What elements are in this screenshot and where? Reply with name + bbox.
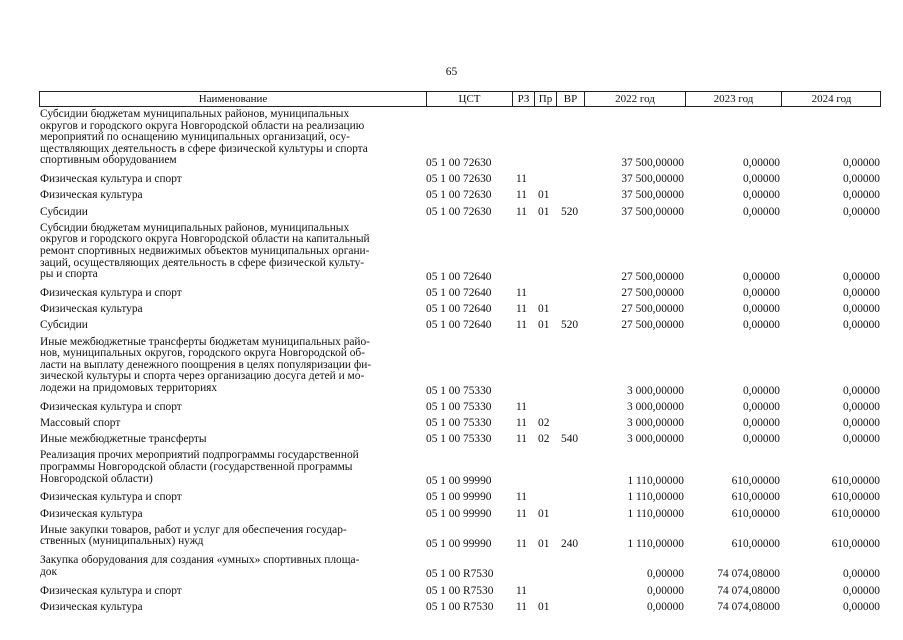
row-rz: 11 (516, 287, 527, 299)
row-y2022: 27 500,00000 (621, 319, 684, 332)
row-name-line: ственных (муниципальных) нужд (40, 535, 204, 548)
row-y2024: 610,00000 (831, 538, 880, 550)
row-y2022: 37 500,00000 (621, 173, 684, 186)
row-name-line: док (40, 565, 58, 578)
row-cst: 05 1 00 75330 (426, 433, 492, 446)
row-pr: 01 (538, 507, 550, 520)
row-name-line: Физическая культура (40, 303, 143, 316)
row-name-line: округов и городского округа Новгородской области на капитальный (40, 233, 370, 246)
row-rz: 11 (516, 491, 527, 504)
row-y2022: 37 500,00000 (621, 157, 684, 169)
row-y2022: 37 500,00000 (621, 205, 684, 218)
row-y2022: 27 500,00000 (621, 287, 684, 299)
row-name-line: ласти на выплату денежного поощрения в целях популяризации фи- (40, 358, 372, 371)
row-name-line: Новгородской области) (40, 472, 153, 485)
row-cst: 05 1 00 72630 (426, 189, 492, 202)
row-y2022: 1 110,00000 (627, 475, 684, 488)
header-cst: ЦСТ (426, 92, 512, 106)
row-cst: 05 1 00 75330 (426, 417, 492, 429)
row-name-line: Субсидии (40, 205, 88, 218)
row-y2022: 0,00000 (646, 568, 684, 581)
row-pr: 01 (538, 189, 550, 202)
table-header (39, 91, 881, 107)
row-y2022: 37 500,00000 (621, 189, 684, 202)
row-name (40, 174, 420, 186)
row-pr: 01 (538, 303, 550, 316)
row-vr: 240 (561, 538, 579, 550)
row-rz: 11 (516, 417, 527, 429)
row-name-line: лодежи на придомовых территориях (40, 381, 218, 394)
row-vr: 540 (561, 433, 579, 446)
row-name-line: спортивным оборудованием (40, 154, 177, 167)
header-pr: Пр (534, 92, 556, 106)
row-y2022: 0,00000 (646, 584, 684, 597)
row-name (40, 434, 420, 446)
row-y2024: 0,00000 (842, 157, 880, 169)
row-rz: 11 (516, 433, 527, 446)
row-name-line: ществляющих деятельность в сфере физической культуры и спорта (40, 142, 368, 155)
row-name (40, 450, 420, 485)
row-y2023: 0,00000 (742, 173, 780, 186)
row-rz: 11 (516, 303, 527, 316)
row-name (40, 304, 420, 316)
row-pr: 01 (538, 600, 550, 613)
row-y2022: 3 000,00000 (627, 417, 684, 429)
row-name-line: Физическая культура и спорт (40, 584, 182, 597)
page-number: 65 (445, 66, 458, 78)
row-rz: 11 (516, 205, 527, 218)
row-name-line: Физическая культура (40, 507, 143, 520)
row-y2023: 0,00000 (742, 400, 780, 413)
header-2024: 2024 год (781, 92, 881, 106)
row-y2022: 1 110,00000 (627, 491, 684, 504)
row-cst: 05 1 00 99990 (426, 538, 492, 550)
row-pr: 01 (538, 319, 550, 332)
row-rz: 11 (516, 600, 527, 613)
row-rz: 11 (516, 507, 527, 520)
header-2022: 2022 год (584, 92, 685, 106)
row-cst: 05 1 00 75330 (426, 400, 492, 413)
row-y2024: 0,00000 (842, 205, 880, 218)
row-name-line: зической культуры и спорта через организацию досуга детей и мо- (40, 370, 365, 383)
row-y2024: 0,00000 (842, 600, 880, 613)
row-rz: 11 (516, 189, 527, 202)
header-rz: РЗ (512, 92, 534, 106)
row-y2022: 1 110,00000 (627, 538, 684, 550)
row-name-line: Субсидии бюджетам муниципальных районов, муниципальных (40, 221, 350, 234)
row-name-line: заций, осуществляющих деятельность в сфере физической культу- (40, 256, 365, 269)
row-cst: 05 1 00 75330 (426, 384, 492, 397)
row-cst: 05 1 00 72640 (426, 270, 492, 283)
row-rz: 11 (516, 584, 527, 597)
row-name-line: программы Новгородской области (государственной программы (40, 460, 353, 473)
row-pr: 01 (538, 538, 550, 550)
row-name-line: Физическая культура (40, 600, 143, 613)
row-cst: 05 1 00 72640 (426, 319, 492, 332)
row-name-line: ры и спорта (40, 268, 98, 281)
row-y2023: 0,00000 (742, 417, 780, 429)
row-name-line: Закупка оборудования для создания «умных» спортивных площа- (40, 554, 360, 567)
row-name-line: Иные закупки товаров, работ и услуг для обеспечения государ- (40, 523, 347, 536)
row-cst: 05 1 00 72630 (426, 205, 492, 218)
row-y2023: 610,00000 (731, 507, 780, 520)
row-name (40, 418, 420, 430)
row-cst: 05 1 00 R7530 (426, 584, 494, 597)
row-name (40, 555, 420, 578)
row-y2023: 74 074,08000 (717, 568, 780, 581)
row-name-line: округов и городского округа Новгородской области на реализацию (40, 119, 365, 132)
row-y2023: 0,00000 (742, 303, 780, 316)
row-name (40, 402, 420, 414)
row-y2024: 610,00000 (831, 507, 880, 520)
row-name (40, 223, 420, 281)
row-pr: 02 (538, 417, 550, 429)
row-y2024: 610,00000 (831, 475, 880, 488)
row-y2024: 0,00000 (842, 173, 880, 186)
row-name (40, 207, 420, 219)
row-name-line: мероприятий по оснащению муниципальных организаций, осу- (40, 131, 350, 144)
row-rz: 11 (516, 538, 527, 550)
row-pr: 02 (538, 433, 550, 446)
row-y2023: 0,00000 (742, 270, 780, 283)
row-rz: 11 (516, 173, 527, 186)
row-y2024: 0,00000 (842, 270, 880, 283)
row-pr: 01 (538, 205, 550, 218)
row-y2024: 0,00000 (842, 584, 880, 597)
row-rz: 11 (516, 319, 527, 332)
row-y2023: 0,00000 (742, 287, 780, 299)
row-name-line: Реализация прочих мероприятий подпрограммы государственной (40, 449, 359, 462)
row-name (40, 586, 420, 598)
row-name (40, 288, 420, 300)
row-y2022: 3 000,00000 (627, 400, 684, 413)
row-y2024: 0,00000 (842, 303, 880, 316)
row-y2023: 0,00000 (742, 205, 780, 218)
row-cst: 05 1 00 72630 (426, 157, 492, 169)
row-cst: 05 1 00 72640 (426, 287, 492, 299)
row-y2023: 0,00000 (742, 319, 780, 332)
row-y2024: 0,00000 (842, 433, 880, 446)
row-y2024: 0,00000 (842, 189, 880, 202)
row-cst: 05 1 00 99990 (426, 491, 492, 504)
row-y2022: 1 110,00000 (627, 507, 684, 520)
row-y2022: 27 500,00000 (621, 270, 684, 283)
row-name (40, 525, 420, 548)
row-y2023: 74 074,08000 (717, 584, 780, 597)
row-name (40, 320, 420, 332)
row-name (40, 337, 420, 395)
row-y2024: 0,00000 (842, 568, 880, 581)
row-name-line: Физическая культура и спорт (40, 173, 182, 186)
row-name (40, 190, 420, 202)
row-y2024: 0,00000 (842, 417, 880, 429)
row-name (40, 109, 420, 167)
row-name-line: Субсидии (40, 319, 88, 332)
row-name (40, 509, 420, 521)
row-cst: 05 1 00 99990 (426, 475, 492, 488)
row-name-line: Физическая культура (40, 189, 143, 202)
row-y2023: 0,00000 (742, 384, 780, 397)
row-vr: 520 (561, 205, 579, 218)
row-y2024: 610,00000 (831, 491, 880, 504)
row-y2023: 0,00000 (742, 189, 780, 202)
row-name-line: Иные межбюджетные трансферты (40, 433, 207, 446)
row-cst: 05 1 00 99990 (426, 507, 492, 520)
row-name-line: ремонт спортивных недвижимых объектов муниципальных органи- (40, 244, 370, 257)
row-y2022: 0,00000 (646, 600, 684, 613)
header-vr: ВР (556, 92, 584, 106)
row-cst: 05 1 00 72640 (426, 303, 492, 316)
row-name-line: Иные межбюджетные трансферты бюджетам муниципальных райо- (40, 335, 370, 348)
row-cst: 05 1 00 R7530 (426, 600, 494, 613)
row-name-line: Физическая культура и спорт (40, 491, 182, 504)
row-name-line: Физическая культура и спорт (40, 400, 182, 413)
row-name (40, 602, 420, 614)
row-y2024: 0,00000 (842, 319, 880, 332)
row-y2023: 610,00000 (731, 475, 780, 488)
row-y2024: 0,00000 (842, 384, 880, 397)
row-y2024: 0,00000 (842, 287, 880, 299)
row-y2024: 0,00000 (842, 400, 880, 413)
row-vr: 520 (561, 319, 579, 332)
row-name (40, 492, 420, 504)
row-name-line: Массовый спорт (40, 417, 121, 429)
row-name-line: Субсидии бюджетам муниципальных районов, муниципальных (40, 108, 350, 120)
row-y2022: 3 000,00000 (627, 384, 684, 397)
header-name: Наименование (198, 93, 268, 105)
row-name-line: Физическая культура и спорт (40, 287, 182, 299)
row-y2023: 0,00000 (742, 433, 780, 446)
row-cst: 05 1 00 R7530 (426, 568, 494, 581)
header-2023: 2023 год (685, 92, 781, 106)
row-y2023: 0,00000 (742, 157, 780, 169)
row-y2023: 74 074,08000 (717, 600, 780, 613)
row-rz: 11 (516, 400, 527, 413)
row-name-line: нов, муниципальных округов, городского округа Новгородской об- (40, 347, 365, 360)
row-y2022: 27 500,00000 (621, 303, 684, 316)
row-y2023: 610,00000 (731, 538, 780, 550)
row-y2022: 3 000,00000 (627, 433, 684, 446)
row-y2023: 610,00000 (731, 491, 780, 504)
row-cst: 05 1 00 72630 (426, 173, 492, 186)
